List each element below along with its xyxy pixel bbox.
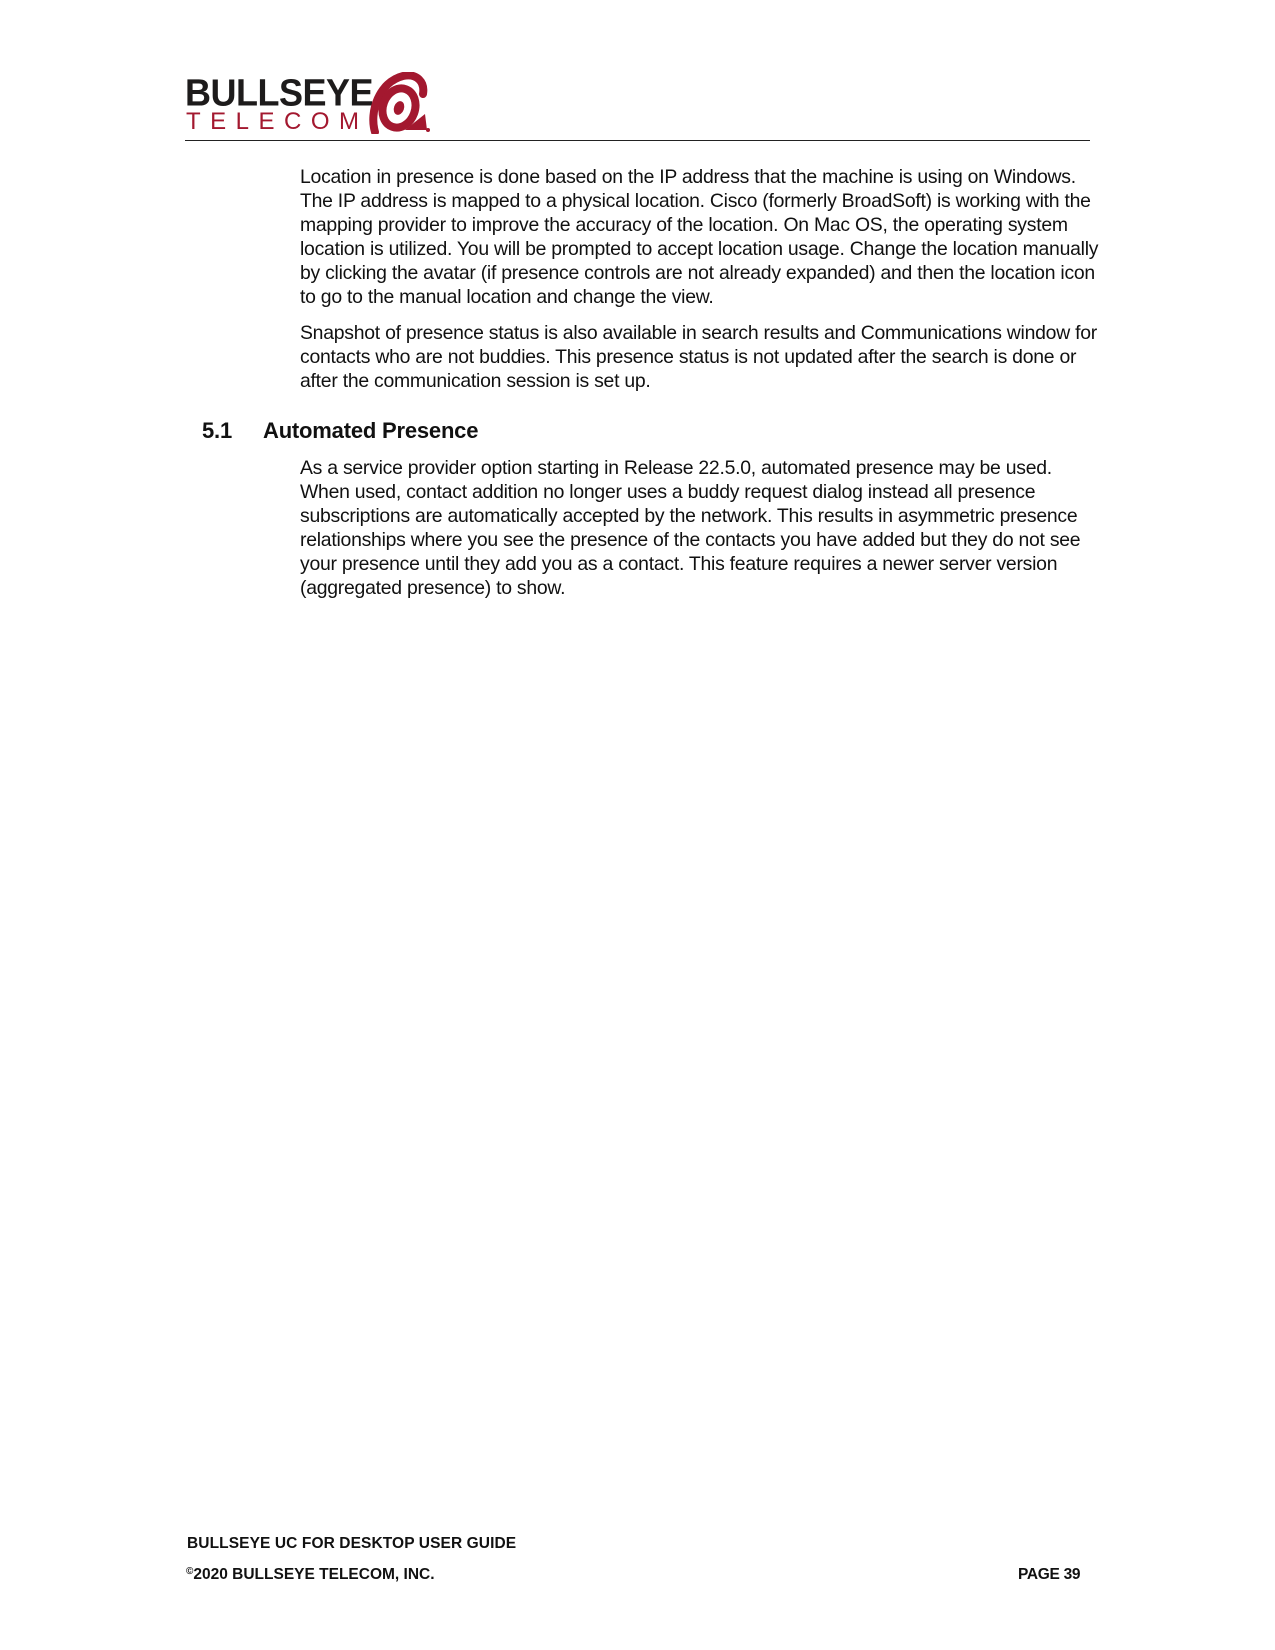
logo-wordmark-bottom: TELECOM (186, 108, 369, 135)
header-divider (185, 140, 1090, 141)
company-logo (185, 72, 435, 134)
paragraph-location: Location in presence is done based on the IP address that the machine is using on Windows. The IP address is mapped to a physical location. Cisco (formerly BroadSoft) is working with the mapping provider to improve the accuracy of the location. On Mac OS, the operating system location is utilized. You will be prompted to accept location usage. Change the location manually by clicking the avatar (if presence controls are not already expanded) and then the location icon to go to the manual location and change the view. (300, 166, 1099, 308)
section-content (300, 456, 1105, 612)
section-number: 5.1 (202, 418, 232, 443)
footer-guide-title: BULLSEYE UC FOR DESKTOP USER GUIDE (187, 1535, 517, 1552)
bullseye-target-icon (365, 72, 431, 134)
intro-content (300, 165, 1105, 405)
paragraph-automated-presence: As a service provider option starting in Release 22.5.0, automated presence may be used. When used, contact addition no longer uses a buddy request dialog instead all presence subscriptions are automatically accepted by the network. This results in asymmetric presence relationships where you see the presence of the contacts you have added but they do not see your presence until they add you as a contact. This feature requires a newer server version (aggregated presence) to show. (300, 457, 1081, 599)
page-number: PAGE 39 (1018, 1566, 1081, 1583)
paragraph-snapshot: Snapshot of presence status is also available in search results and Communications window for contacts who are not buddies. This presence status is not updated after the search is done or after the communication session is set up. (300, 322, 1097, 392)
copyright-text: 2020 BULLSEYE TELECOM, INC. (193, 1566, 435, 1583)
footer-copyright (186, 1566, 435, 1584)
logo-wordmark-top: BULLSEYE (185, 70, 374, 114)
section-title: Automated Presence (263, 418, 479, 443)
section-heading (202, 418, 478, 444)
copyright-symbol: © (186, 1566, 194, 1577)
